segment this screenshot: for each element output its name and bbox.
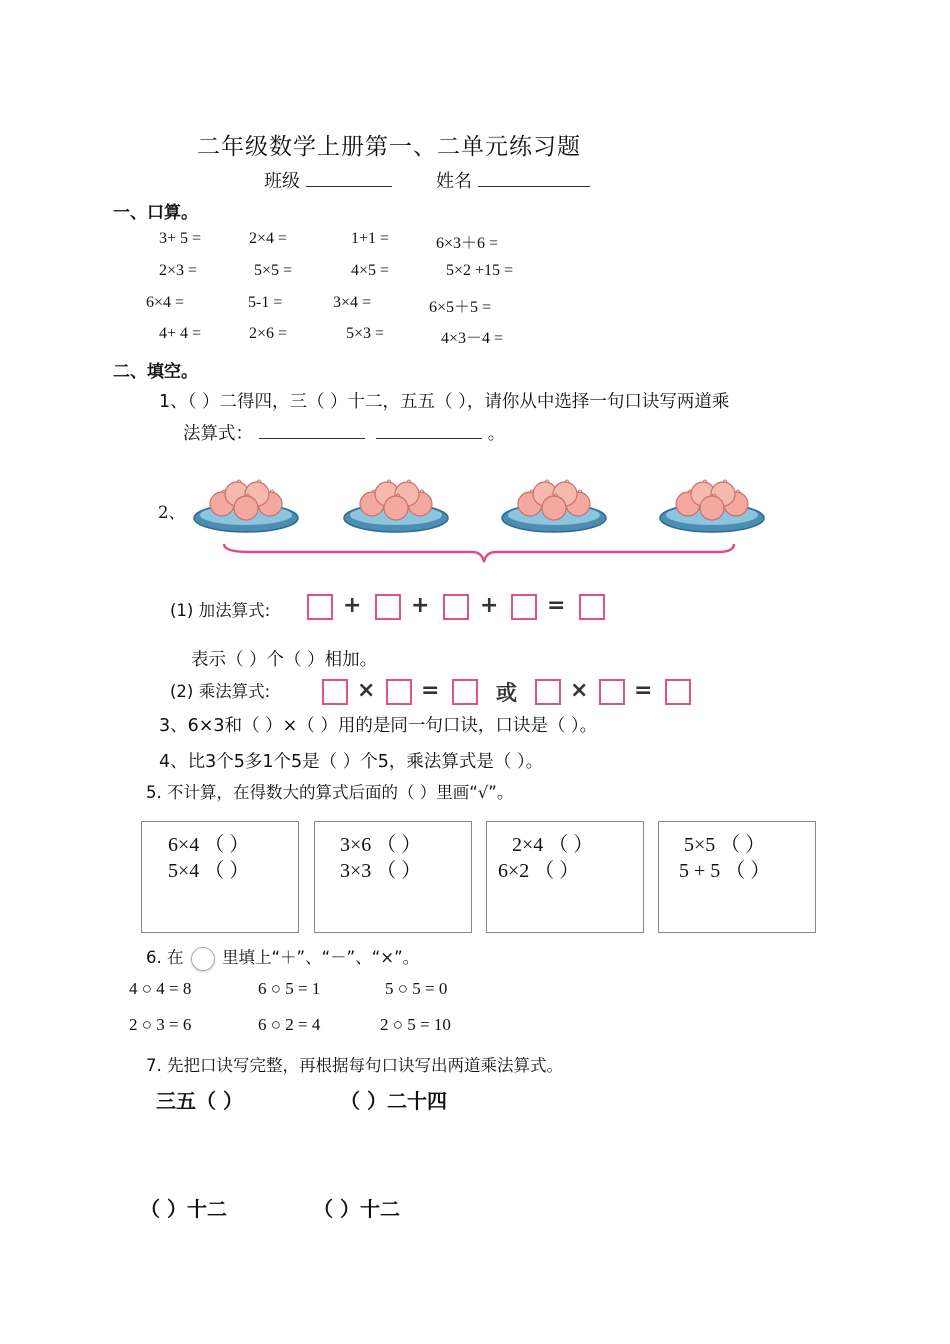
compare-expr: 3×3 （ ） (340, 860, 422, 882)
q1-blank-b[interactable] (376, 420, 482, 439)
answer-box[interactable] (443, 594, 469, 620)
q6-expr: 2 ○ 5 = 10 (380, 1015, 451, 1034)
q6-expr: 4 ○ 4 = 8 (129, 979, 192, 998)
calc-item: 4×5 = (351, 262, 390, 279)
class-blank[interactable] (306, 168, 392, 187)
bun-plate (344, 480, 448, 532)
q2-sub2-label: (2) 乘法算式: (170, 682, 271, 701)
answer-box[interactable] (307, 594, 333, 620)
calc-item: 5×2 +15 = (446, 262, 514, 279)
answer-box[interactable] (452, 679, 478, 705)
name-blank[interactable] (478, 168, 590, 187)
question-4: 4、比3个5多1个5是（ ）个5，乘法算式是（ ）。 (159, 752, 544, 772)
name-label: 姓名 (436, 171, 472, 192)
equals-sign: = (421, 678, 440, 703)
q7-item: （ ）十二 (313, 1197, 400, 1221)
answer-box[interactable] (665, 679, 691, 705)
calc-item: 6×5＋5 = (429, 299, 492, 316)
calc-item: 6×4 = (146, 294, 185, 311)
question-5: 5. 不计算，在得数大的算式后面的（ ）里画“√”。 (146, 783, 514, 802)
calc-item: 2×4 = (249, 230, 288, 247)
compare-box (486, 821, 644, 933)
equals-sign: = (634, 678, 653, 703)
class-label: 班级 (264, 171, 300, 192)
compare-box (141, 821, 299, 933)
answer-box[interactable] (375, 594, 401, 620)
question-1-line1: 1、（ ）二得四，三（ ）十二，五五（ ），请你从中选择一句口诀写两道乘 (159, 392, 730, 412)
answer-box[interactable] (535, 679, 561, 705)
q6-expr: 6 ○ 5 = 1 (258, 979, 321, 998)
compare-box (658, 821, 816, 933)
answer-box[interactable] (511, 594, 537, 620)
question-7: 7. 先把口诀写完整，再根据每句口诀写出两道乘法算式。 (146, 1056, 563, 1075)
q1-blank-a[interactable] (259, 420, 365, 439)
section2-heading: 二、填空。 (113, 362, 198, 382)
q6-expr: 2 ○ 3 = 6 (129, 1015, 192, 1034)
question-2-number: 2、 (158, 503, 185, 522)
question-3: 3、6×3和（ ）×（ ）用的是同一句口诀，口诀是（ ）。 (159, 716, 598, 736)
q6-expr: 5 ○ 5 = 0 (385, 979, 448, 998)
question-1-line2 (183, 420, 505, 445)
calc-item: 5×3 = (346, 325, 385, 342)
calc-item: 2×6 = (249, 325, 288, 342)
q6-prefix: 6. 在 (146, 948, 184, 967)
answer-box[interactable] (579, 594, 605, 620)
compare-expr: 5×5 （ ） (684, 834, 766, 856)
calc-item: 5×5 = (254, 262, 293, 279)
compare-expr: 5 + 5 （ ） (679, 860, 771, 882)
calc-item: 3×4 = (333, 294, 372, 311)
times-sign: × (570, 678, 589, 703)
q7-item: 三五（ ） (156, 1089, 243, 1113)
calc-item: 4+ 4 = (159, 325, 202, 342)
compare-expr: 6×2 （ ） (498, 860, 580, 882)
answer-box[interactable] (322, 679, 348, 705)
q6-expr: 6 ○ 2 = 4 (258, 1015, 321, 1034)
compare-box (314, 821, 472, 933)
calc-item: 3+ 5 = (159, 230, 202, 247)
compare-expr: 5×4 （ ） (168, 860, 250, 882)
page-title: 二年级数学上册第一、二单元练习题 (197, 134, 581, 160)
plus-sign: + (411, 593, 430, 618)
calc-item: 2×3 = (159, 262, 198, 279)
q7-item: （ ）二十四 (340, 1089, 447, 1113)
buns-illustration (190, 470, 780, 570)
compare-expr: 3×6 （ ） (340, 834, 422, 856)
section1-heading: 一、口算。 (113, 203, 198, 223)
circle-icon (191, 947, 215, 971)
calc-item: 6×3＋6 = (436, 235, 499, 252)
q2-sub1-label: (1) 加法算式: (170, 601, 271, 620)
answer-box[interactable] (386, 679, 412, 705)
q1-suffix: 。 (487, 424, 506, 444)
brace-icon (224, 544, 734, 562)
q6-suffix: 里填上“＋”、“－”、“×”。 (222, 948, 420, 967)
bun-plate (502, 480, 606, 532)
bun-plate (194, 480, 298, 532)
compare-expr: 2×4 （ ） (512, 834, 594, 856)
times-sign: × (357, 678, 376, 703)
answer-box[interactable] (599, 679, 625, 705)
q1-prefix: 法算式： (183, 424, 253, 444)
calc-item: 1+1 = (351, 230, 390, 247)
calc-item: 4×3－4 = (441, 330, 504, 347)
plus-sign: + (480, 593, 499, 618)
class-field (264, 167, 392, 193)
calc-item: 5-1 = (248, 294, 283, 311)
bun-plate (660, 480, 764, 532)
q7-item: （ ）十二 (140, 1197, 227, 1221)
compare-expr: 6×4 （ ） (168, 834, 250, 856)
q2-meaning: 表示（ ）个（ ）相加。 (191, 650, 378, 670)
question-6 (146, 944, 419, 971)
or-word: 或 (496, 681, 517, 705)
name-field (436, 167, 590, 193)
plus-sign: + (343, 593, 362, 618)
equals-sign: = (547, 593, 566, 618)
